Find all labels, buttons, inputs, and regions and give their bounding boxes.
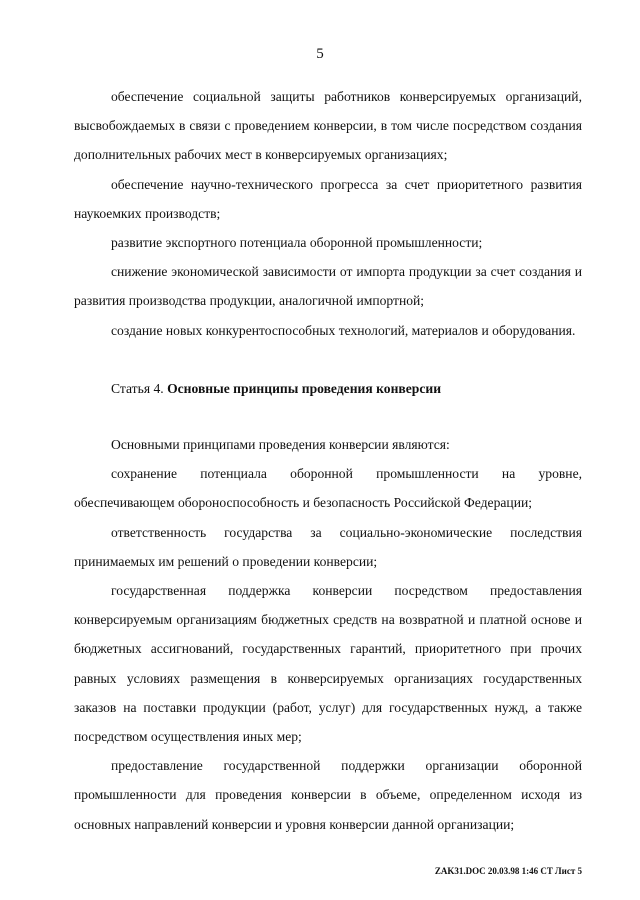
paragraph: сохранение потенциала оборонной промышленности на уровне, обеспечивающем обороноспособность и безопасность Российской Федерации;	[74, 466, 582, 511]
document-footer: ZAK31.DOC 20.03.98 1:46 CT Лист 5	[434, 866, 582, 876]
paragraph: государственная поддержка конверсии посредством предоставления конверсируемым организациям бюджетных средств на возвратной и платной основе и бюджетных ассигнований, государственных гарантий, приоритетного при прочих равных условиях размещения в конверсируемых организациях государственных заказов на поставки продукции (работ, услуг) для государственных нужд, а также посредством осуществления иных мер;	[74, 583, 582, 745]
article-label: Статья 4.	[111, 380, 168, 396]
paragraph: развитие экспортного потенциала оборонной промышленности;	[111, 235, 483, 251]
article-title: Основные принципы проведения конверсии	[167, 380, 442, 396]
paragraph: обеспечение научно-технического прогресса за счет приоритетного развития наукоемких производств;	[74, 176, 582, 221]
paragraph: создание новых конкурентоспособных технологий, материалов и оборудования.	[111, 322, 576, 338]
article-heading	[74, 374, 582, 403]
document-body	[74, 82, 582, 839]
paragraph: предоставление государственной поддержки организации оборонной промышленности для проведения конверсии в объеме, определенном исходя из основных направлений конверсии и уровня конверсии данной организации;	[74, 758, 582, 832]
paragraph: Основными принципами проведения конверсии являются:	[111, 437, 450, 453]
paragraph: снижение экономической зависимости от импорта продукции за счет создания и развития производства продукции, аналогичной импортной;	[74, 264, 582, 309]
paragraph: обеспечение социальной защиты работников конверсируемых организаций, высвобождаемых в связи с проведением конверсии, в том числе посредством создания дополнительных рабочих мест в конверсируемых организациях;	[74, 89, 582, 163]
paragraph: ответственность государства за социально-экономические последствия принимаемых им решений о проведении конверсии;	[74, 524, 582, 569]
page-number: 5	[316, 46, 324, 62]
